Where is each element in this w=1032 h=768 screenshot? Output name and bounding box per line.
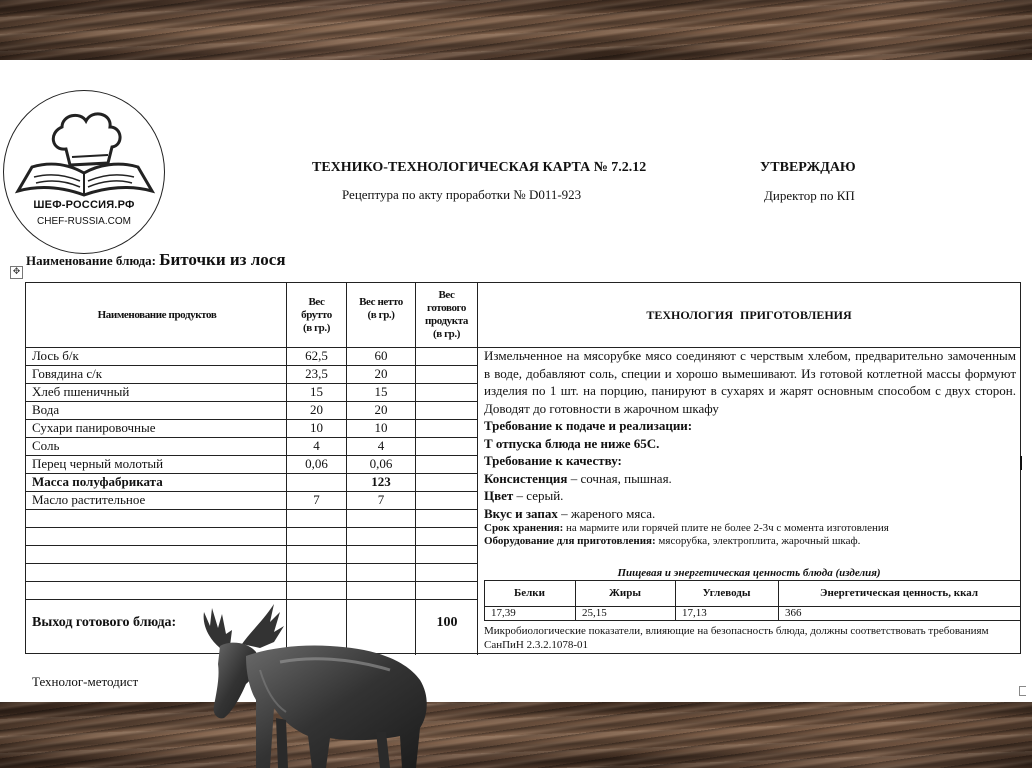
cell-net: 7 (377, 492, 385, 507)
chef-hat-book-icon (4, 91, 164, 253)
moose-image (190, 600, 450, 768)
approve-label: УТВЕРЖДАЮ (760, 160, 856, 175)
document-title: ТЕХНИКО-ТЕХНОЛОГИЧЕСКАЯ КАРТА № 7.2.12 (312, 160, 647, 175)
serving-title: Требование к подаче и реализации: (484, 418, 693, 433)
header-ready: Вес готового продукта (в гр.) (425, 289, 468, 340)
equipment-line: Оборудование для приготовления: мясорубка, электроплита, жарочный шкаф. (484, 535, 861, 547)
nutrition-header-protein: Белки (513, 587, 545, 599)
tech-card-table (25, 282, 1021, 654)
taste-line: Вкус и запах – жареного мяса. (484, 505, 656, 521)
text-cursor (1020, 456, 1022, 470)
table-row: Хлеб пшеничный (32, 384, 130, 399)
cell-net: 10 (374, 420, 388, 435)
nutrition-fat: 25,15 (582, 607, 607, 619)
nutrition-header-energy: Энергетическая ценность, ккал (819, 587, 979, 599)
dish-name-line (26, 250, 286, 270)
dish-name: Биточки из лося (159, 250, 286, 269)
chef-russia-logo (3, 90, 165, 254)
cell-net: 60 (374, 348, 388, 363)
nutrition-energy: 366 (785, 607, 802, 619)
cell-gross: 15 (310, 384, 323, 399)
table-row: Масса полуфабриката (32, 474, 163, 489)
nutrition-protein: 17,39 (491, 607, 516, 619)
header-technology: ТЕХНОЛОГИЯ ПРИГОТОВЛЕНИЯ (646, 307, 852, 322)
cell-net: 4 (377, 438, 385, 453)
technologist-label: Технолог-методист (32, 674, 139, 689)
cell-gross: 4 (313, 438, 320, 453)
serving-temp: Т отпуска блюда не ниже 65С. (484, 435, 660, 451)
wood-banner-bottom (0, 702, 1032, 768)
cell-gross: 7 (313, 492, 320, 507)
cell-net: 20 (374, 402, 388, 417)
header-net: Вес нетто (в гр.) (359, 296, 403, 321)
table-row: Говядина с/к (32, 366, 103, 381)
consistency-line: Консистенция – сочная, пышная. (484, 470, 672, 486)
cell-net: 15 (374, 384, 388, 399)
cell-net: 123 (371, 474, 391, 489)
table-row: Лось б/к (32, 348, 79, 363)
cell-net: 0,06 (369, 456, 393, 471)
logo-text-ru: ШЕФ-РОССИЯ.РФ (33, 199, 135, 211)
table-row: Соль (32, 438, 60, 453)
microbiology-note: Микробиологические показатели, влияющие на безопасность блюда, должны соответствовать требованиям СанПиН 2.3.2.1078-01 (484, 625, 989, 651)
logo-text-en: CHEF-RUSSIA.COM (37, 216, 131, 227)
document-subtitle: Рецептура по акту проработки № D011-923 (342, 187, 582, 202)
nutrition-title: Пищевая и энергетическая ценность блюда (изделия) (617, 567, 881, 579)
cell-gross: 0,06 (305, 456, 328, 471)
cell-gross: 20 (310, 402, 323, 417)
nutrition-header-carbs: Углеводы (702, 587, 751, 599)
table-row: Перец черный молотый (32, 456, 164, 471)
wood-banner-top (0, 0, 1032, 60)
yield-value: 100 (436, 615, 458, 630)
table-row: Вода (32, 402, 60, 417)
page-corner-mark (1019, 686, 1026, 696)
color-line: Цвет – серый. (484, 488, 564, 503)
nutrition-header-fat: Жиры (609, 587, 641, 599)
move-handle-icon[interactable]: ✥ (10, 266, 23, 279)
quality-title: Требование к качеству: (484, 453, 622, 468)
cell-net: 20 (374, 366, 388, 381)
header-gross: Вес брутто (в гр.) (301, 295, 332, 334)
cell-gross: 62,5 (305, 348, 328, 363)
dish-label: Наименование блюда: (26, 253, 156, 268)
nutrition-carbs: 17,13 (682, 607, 707, 619)
technology-block (484, 347, 1016, 548)
header-product: Наименование продуктов (97, 309, 217, 321)
table-row: Сухари панировочные (32, 420, 156, 435)
yield-label: Выход готового блюда: (32, 615, 177, 630)
cell-gross: 23,5 (305, 366, 328, 381)
storage-line: Срок хранения: на мармите или горячей плите не более 2-3ч с момента изготовления (484, 522, 889, 534)
cell-gross: 10 (310, 420, 323, 435)
technology-text: Измельченное на мясорубке мясо соединяют с черствым хлебом, предварительно замоченным в воде, добавляют соль, специи и хорошо вымешивают. Из готовой котлетной массы формуют изделия по 1 шт. на порцию, панируют в сухарях и жарят основным способом с двух сторон. Доводят до готовности в жарочном шкафу (484, 348, 1016, 416)
director-label: Директор по КП (764, 188, 855, 203)
table-row: Масло растительное (32, 492, 146, 507)
